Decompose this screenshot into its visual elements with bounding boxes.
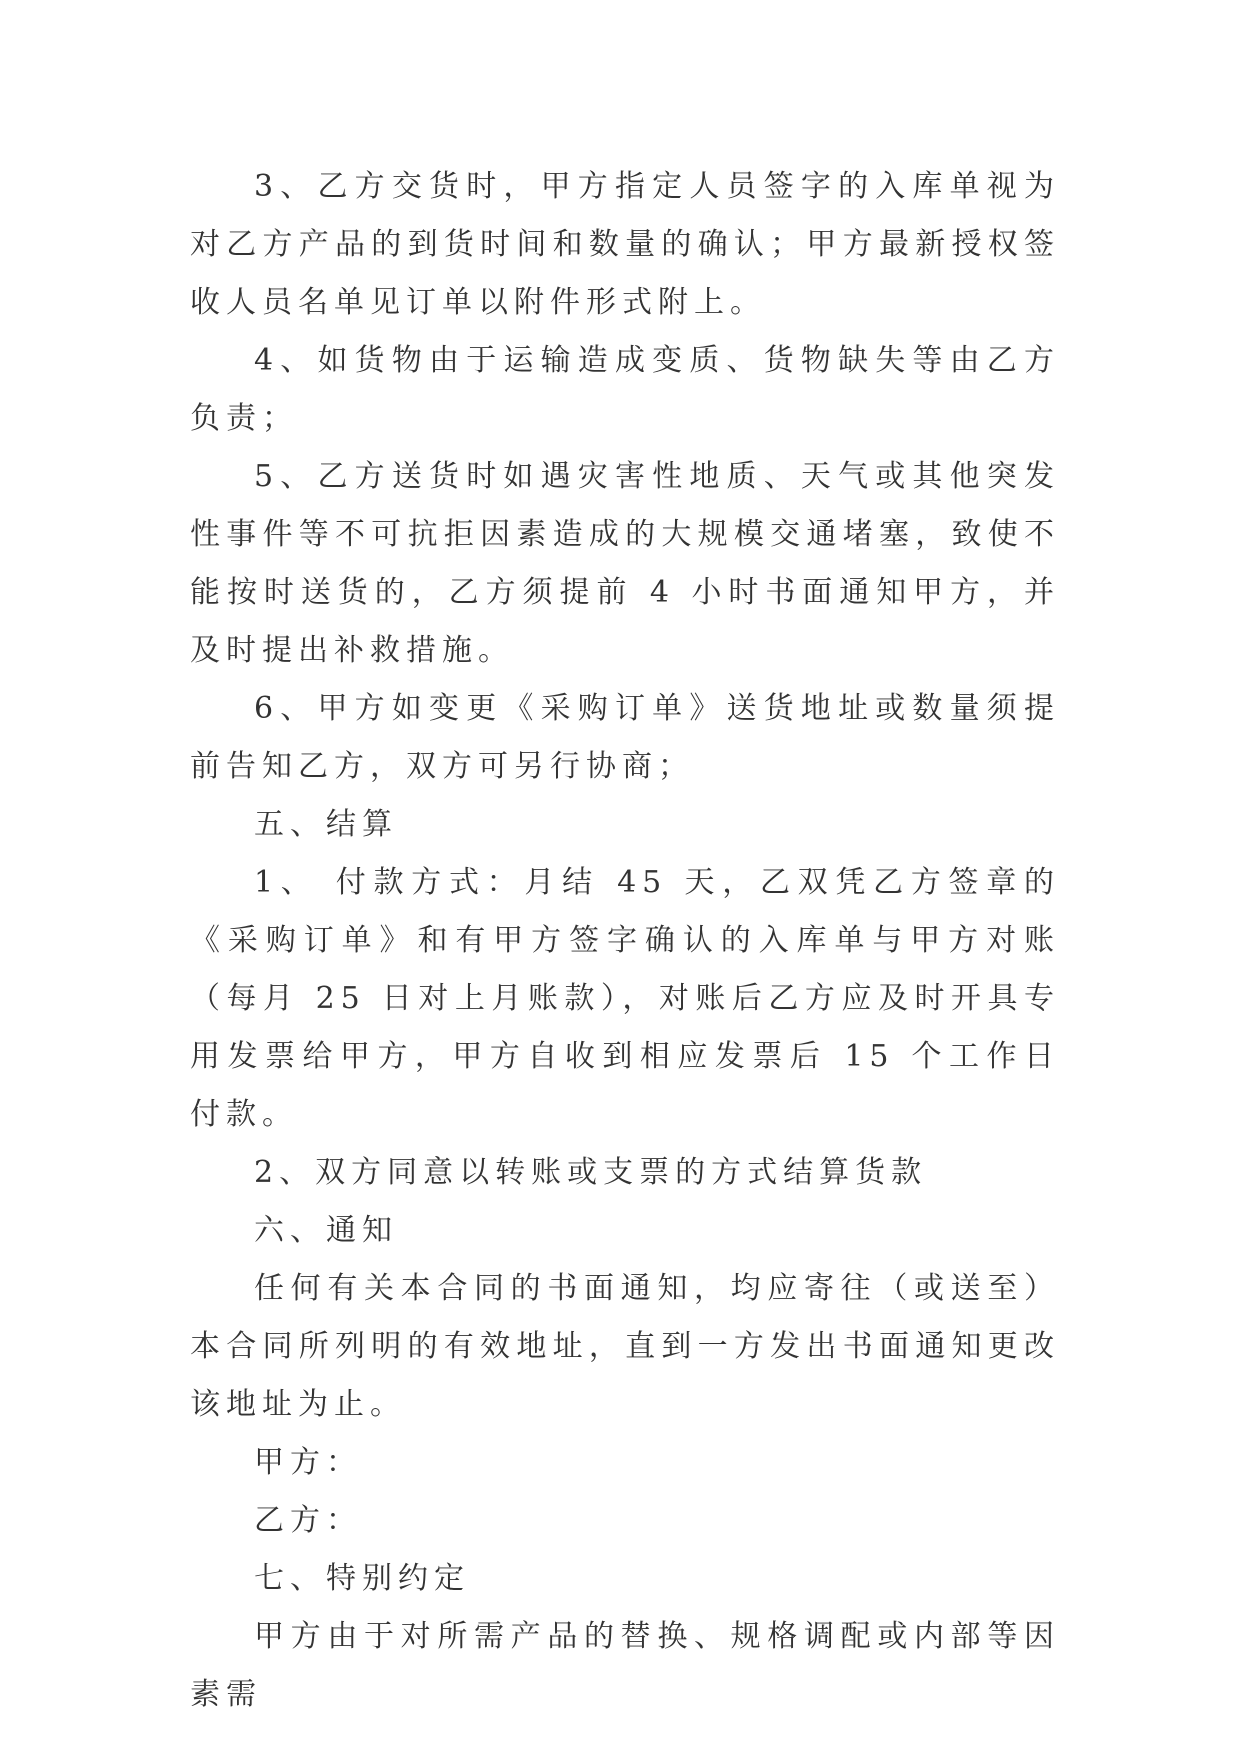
paragraph-special-terms: 甲方由于对所需产品的替换、规格调配或内部等因素需 [190, 1619, 1060, 1712]
section-heading-special-terms: 七、特别约定 [254, 1561, 470, 1596]
party-b-label: 乙方： [254, 1503, 362, 1538]
section-heading-settlement: 五、结算 [254, 807, 398, 842]
party-a-label: 甲方： [254, 1445, 362, 1480]
paragraph-order-change: 6、甲方如变更《采购订单》送货地址或数量须提前告知乙方，双方可另行协商； [190, 691, 1060, 784]
section-heading-notice: 六、通知 [254, 1213, 398, 1248]
paragraph-notice-address: 任何有关本合同的书面通知，均应寄往（或送至）本合同所列明的有效地址，直到一方发出书面通知更改该地址为止。 [190, 1271, 1060, 1422]
paragraph-delivery-confirmation: 3、乙方交货时，甲方指定人员签字的入库单视为对乙方产品的到货时间和数量的确认；甲方最新授权签收人员名单见订单以附件形式附上。 [190, 169, 1060, 320]
paragraph-payment-transfer: 2、双方同意以转账或支票的方式结算货款 [254, 1155, 928, 1190]
paragraph-transport-damage: 4、如货物由于运输造成变质、货物缺失等由乙方负责； [190, 343, 1060, 436]
paragraph-payment-method: 1、 付款方式：月结 45 天，乙双凭乙方签章的《采购订单》和有甲方签字确认的入库单与甲方对账（每月 25 日对上月账款），对账后乙方应及时开具专用发票给甲方，甲方自收到相应发票后 15 个工作日付款。 [190, 865, 1060, 1132]
document-body [190, 158, 1060, 1724]
paragraph-force-majeure: 5、乙方送货时如遇灾害性地质、天气或其他突发性事件等不可抗拒因素造成的大规模交通堵塞，致使不能按时送货的，乙方须提前 4 小时书面通知甲方，并及时提出补救措施。 [190, 459, 1060, 668]
